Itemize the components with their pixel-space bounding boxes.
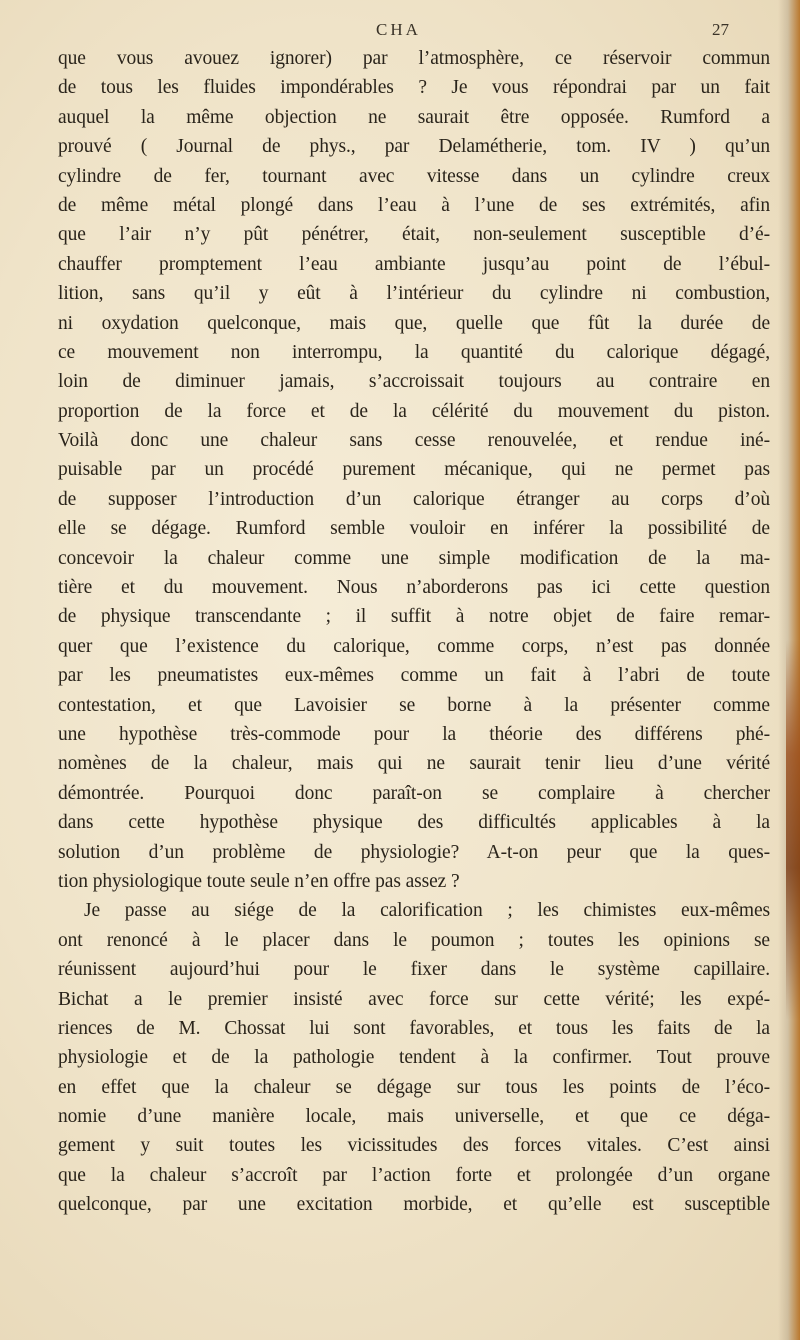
text-line: tion physiologique toute seule n’en offre pas assez ? <box>58 870 460 892</box>
text-line: en effet que la chaleur se dégage sur tous les points de l’éco- <box>58 1076 770 1098</box>
page-header <box>40 14 770 42</box>
text-line: loin de diminuer jamais, s’accroissait toujours au contraire en <box>58 371 770 393</box>
text-line: que l’air n’y pût pénétrer, était, non-seulement susceptible d’é- <box>58 224 770 246</box>
text-line: Je passe au siége de la calorification ; les chimistes eux-mêmes <box>84 900 770 922</box>
text-line: que vous avouez ignorer) par l’atmosphère, ce réservoir commun <box>58 48 770 69</box>
text-line: ni oxydation quelconque, mais que, quelle que fût la durée de <box>58 312 770 334</box>
text-line: contestation, et que Lavoisier se borne à la présenter comme <box>58 694 770 716</box>
text-line: que la chaleur s’accroît par l’action forte et prolongée d’un organe <box>58 1164 770 1186</box>
text-line: solution d’un problème de physiologie? A-t-on peur que la ques- <box>58 841 770 863</box>
text-line: prouvé ( Journal de phys., par Delamétherie, tom. IV ) qu’un <box>58 136 770 158</box>
text-line: proportion de la force et de la célérité du mouvement du piston. <box>58 400 770 422</box>
running-head: CHA <box>376 20 421 39</box>
text-line: ont renoncé à le placer dans le poumon ; toutes les opinions se <box>58 929 770 951</box>
text-line: quelconque, par une excitation morbide, et qu’elle est susceptible <box>58 1194 770 1216</box>
text-line: riences de M. Chossat lui sont favorables, et tous les faits de la <box>58 1017 770 1039</box>
text-line: Voilà donc une chaleur sans cesse renouvelée, et rendue iné- <box>58 430 770 452</box>
body-text <box>58 44 770 1220</box>
text-line: une hypothèse très-commode pour la théorie des différens phé- <box>58 723 770 745</box>
paragraph-1 <box>58 44 770 896</box>
text-line: cylindre de fer, tournant avec vitesse dans un cylindre creux <box>58 165 770 187</box>
text-line: physiologie et de la pathologie tendent à la confirmer. Tout prouve <box>58 1047 770 1069</box>
text-line: de physique transcendante ; il suffit à notre objet de faire remar- <box>58 606 770 628</box>
text-line: démontrée. Pourquoi donc paraît-on se complaire à chercher <box>58 782 770 804</box>
text-line: gement y suit toutes les vicissitudes des forces vitales. C’est ainsi <box>58 1135 770 1157</box>
text-line: de tous les fluides impondérables ? Je vous répondrai par un fait <box>58 77 770 99</box>
text-line: auquel la même objection ne saurait être opposée. Rumford a <box>58 106 770 128</box>
text-line: de même métal plongé dans l’eau à l’une de ses extrémités, afin <box>58 194 770 216</box>
text-line: Bichat a le premier insisté avec force sur cette vérité; les expé- <box>58 988 770 1010</box>
page-number: 27 <box>712 20 729 39</box>
text-line: nomènes de la chaleur, mais qui ne saurait tenir lieu d’une vérité <box>58 753 770 775</box>
text-line: réunissent aujourd’hui pour le fixer dans le système capillaire. <box>58 959 770 981</box>
text-line: de supposer l’introduction d’un calorique étranger au corps d’où <box>58 488 770 510</box>
text-line: ce mouvement non interrompu, la quantité du calorique dégagé, <box>58 341 770 363</box>
text-line: chauffer promptement l’eau ambiante jusqu’au point de l’ébul- <box>58 253 770 275</box>
text-line: nomie d’une manière locale, mais universelle, et que ce déga- <box>58 1106 770 1128</box>
text-line: quer que l’existence du calorique, comme corps, n’est pas donnée <box>58 635 770 657</box>
text-line: lition, sans qu’il y eût à l’intérieur du cylindre ni combustion, <box>58 283 770 305</box>
text-line: tière et du mouvement. Nous n’aborderons pas ici cette question <box>58 577 770 599</box>
text-line: elle se dégage. Rumford semble vouloir en inférer la possibilité de <box>58 518 770 540</box>
paragraph-2 <box>58 896 770 1219</box>
text-line: dans cette hypothèse physique des difficultés applicables à la <box>58 812 770 834</box>
text-line: puisable par un procédé purement mécanique, qui ne permet pas <box>58 459 770 481</box>
page-edge-stain <box>786 640 800 1020</box>
text-line: par les pneumatistes eux-mêmes comme un fait à l’abri de toute <box>58 665 770 687</box>
text-line: concevoir la chaleur comme une simple modification de la ma- <box>58 547 770 569</box>
